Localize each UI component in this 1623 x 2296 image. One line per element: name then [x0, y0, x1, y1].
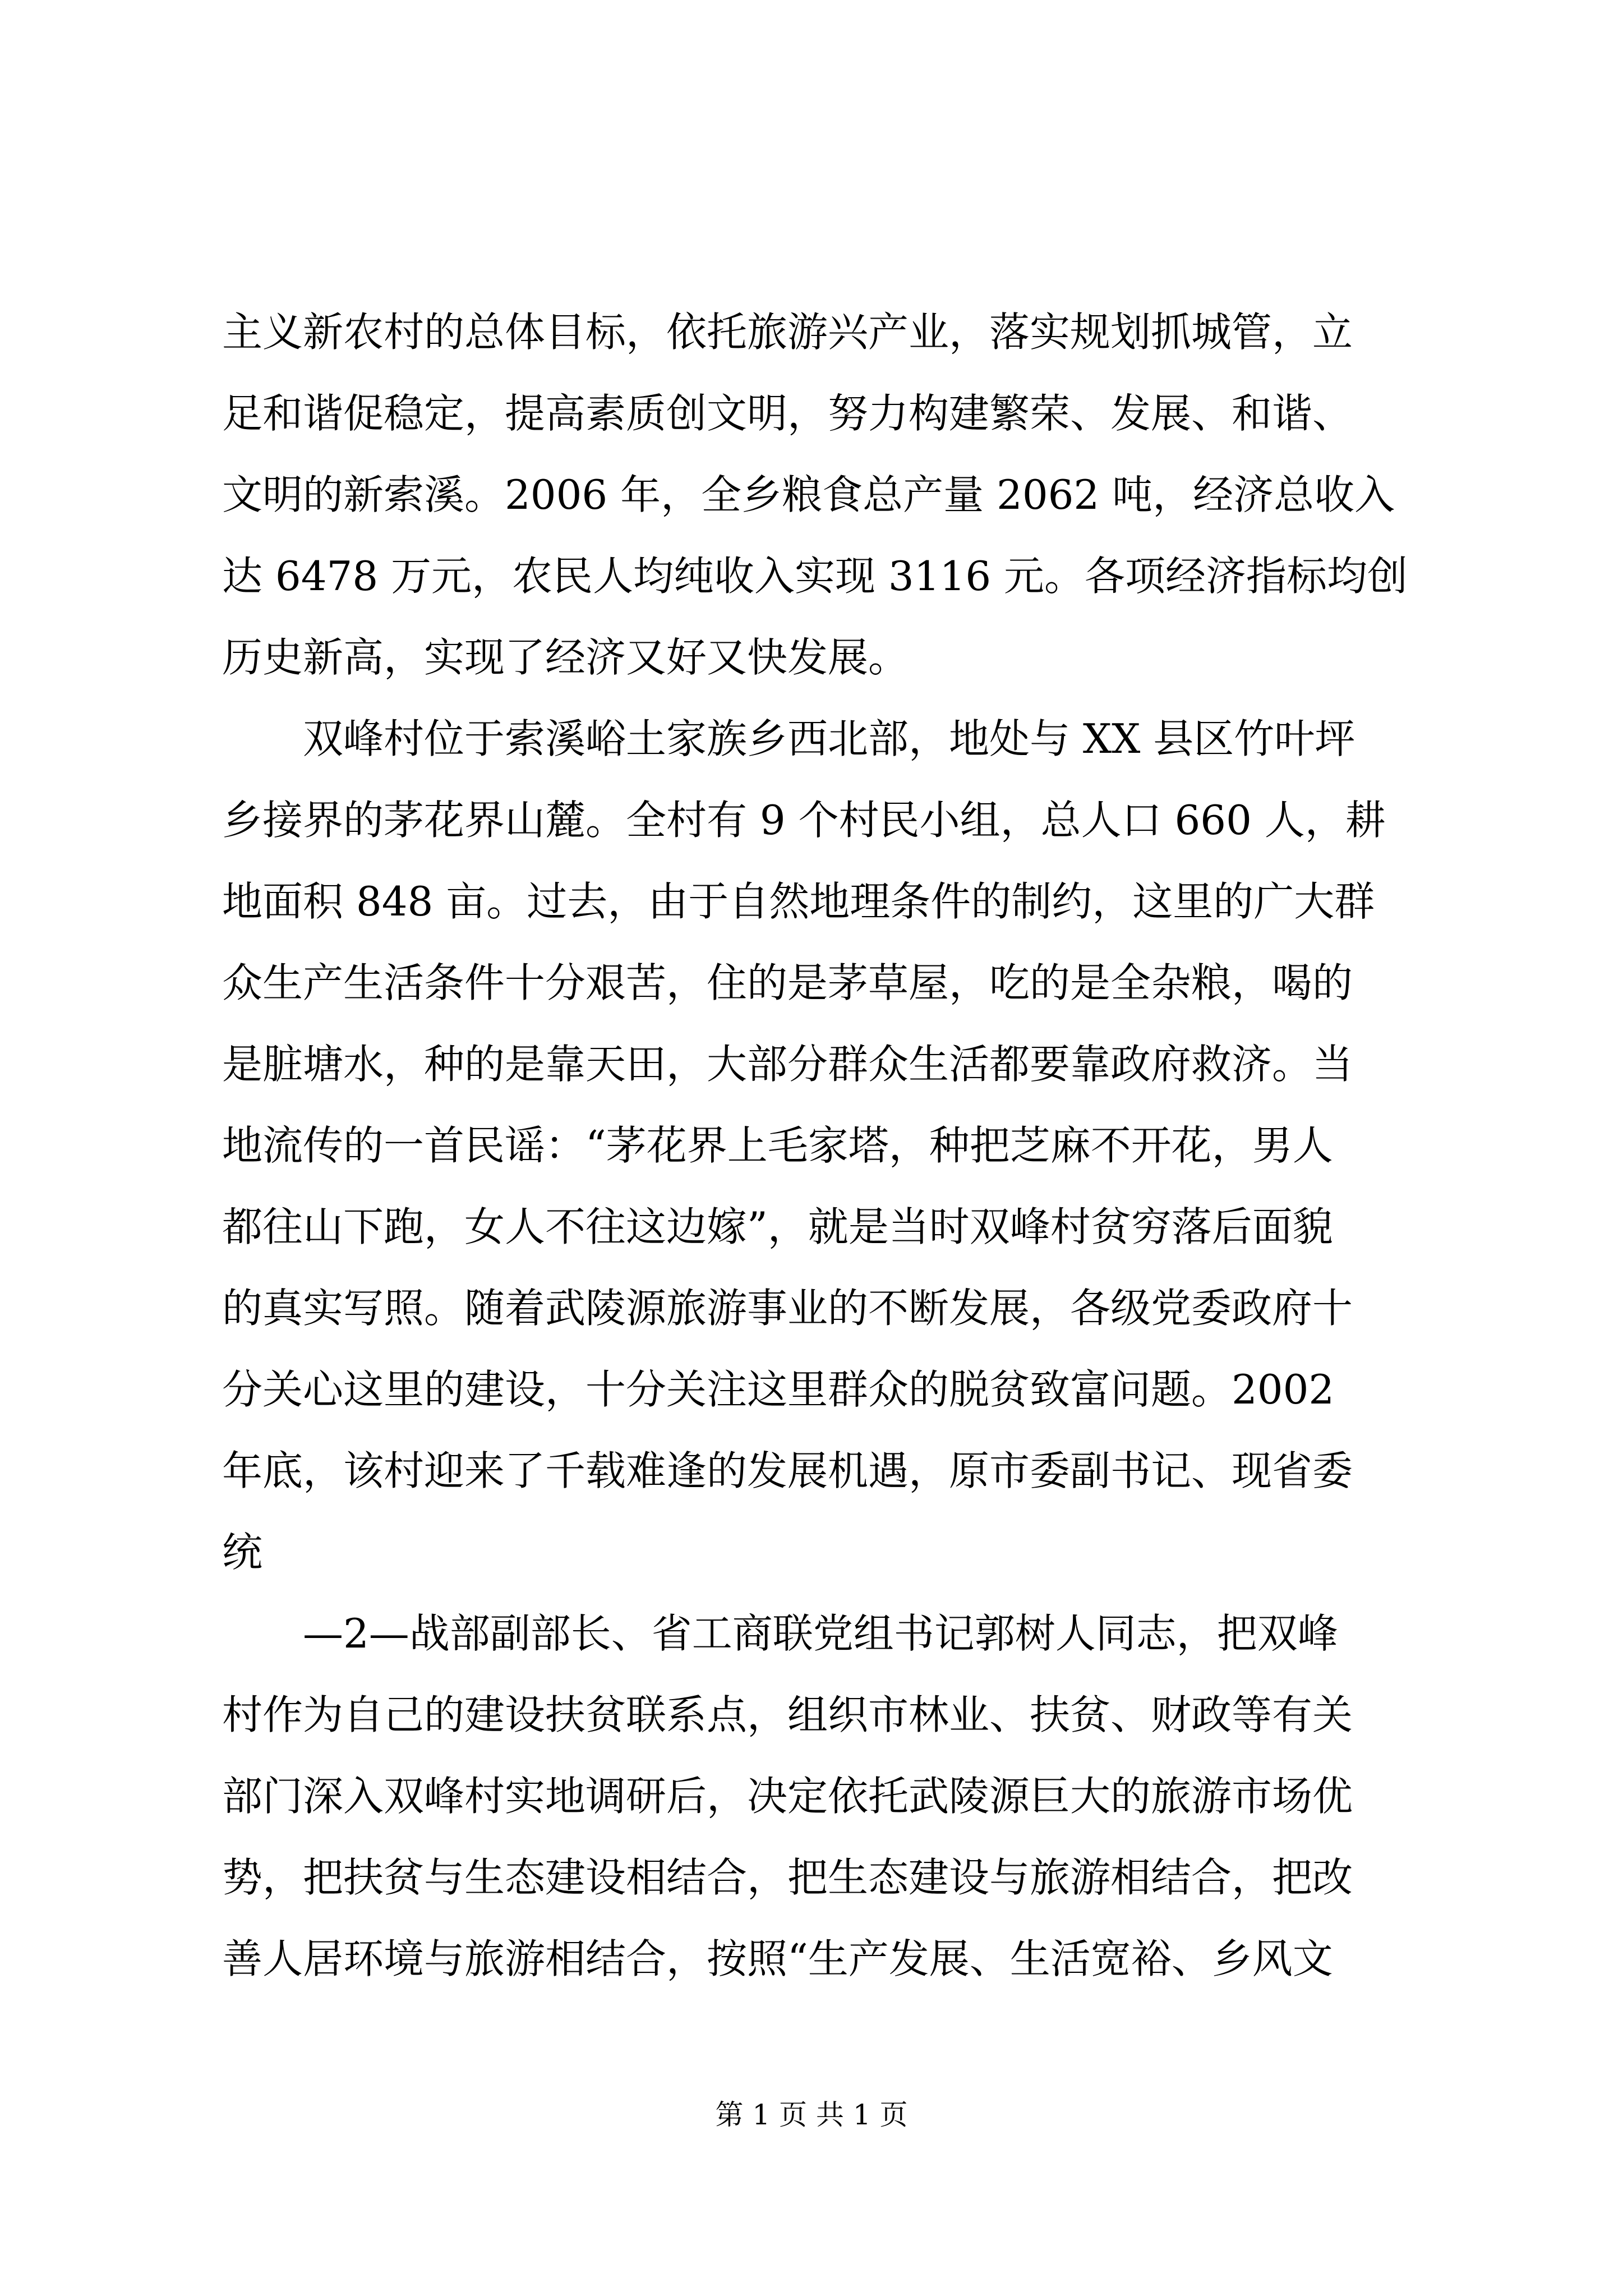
text-line: 足和谐促稳定，提高素质创文明，努力构建繁荣、发展、和谐、	[222, 390, 1353, 437]
text-line: 达 6478 万元，农民人均纯收入实现 3116 元。各项经济指标均创	[222, 553, 1408, 600]
page-footer	[0, 2098, 1623, 2132]
document-body	[222, 292, 1433, 2000]
text-line: 历史新高，实现了经济又好又快发展。	[222, 634, 909, 681]
text-line: 势，把扶贫与生态建设相结合，把生态建设与旅游相结合，把改	[222, 1854, 1353, 1901]
text-line: —2—战部副部长、省工商联党组书记郭树人同志，把双峰	[222, 1610, 1338, 1657]
text-line: 年底，该村迎来了千载难逢的发展机遇，原市委副书记、现省委	[222, 1447, 1353, 1494]
text-line: 的真实写照。随着武陵源旅游事业的不断发展，各级党委政府十	[222, 1285, 1353, 1332]
text-line: 双峰村位于索溪峪土家族乡西北部，地处与 XX 县区竹叶坪	[222, 715, 1355, 762]
text-line: 善人居环境与旅游相结合，按照“生产发展、生活宽裕、乡风文	[222, 1935, 1333, 1982]
text-line: 村作为自己的建设扶贫联系点，组织市林业、扶贫、财政等有关	[222, 1691, 1353, 1738]
text-line: 都往山下跑，女人不往这边嫁”，就是当时双峰村贫穷落后面貌	[222, 1203, 1333, 1250]
text-line: 地流传的一首民谣：“茅花界上毛家塔，种把芝麻不开花，男人	[222, 1122, 1333, 1169]
text-line: 众生产生活条件十分艰苦，住的是茅草屋，吃的是全杂粮，喝的	[222, 959, 1353, 1006]
text-line: 地面积 848 亩。过去，由于自然地理条件的制约，这里的广大群	[222, 878, 1375, 925]
text-line: 主义新农村的总体目标，依托旅游兴产业，落实规划抓城管，立	[222, 309, 1353, 356]
text-line: 统	[222, 1529, 263, 1576]
text-line: 文明的新索溪。2006 年，全乡粮食总产量 2062 吨，经济总收入	[222, 471, 1395, 518]
text-line: 乡接界的茅花界山麓。全村有 9 个村民小组，总人口 660 人，耕	[222, 797, 1386, 844]
text-line: 分关心这里的建设，十分关注这里群众的脱贫致富问题。2002	[222, 1366, 1335, 1413]
page-number-label: 第 1 页 共 1 页	[715, 2099, 908, 2131]
text-line: 是脏塘水，种的是靠天田，大部分群众生活都要靠政府救济。当	[222, 1041, 1353, 1088]
text-line: 部门深入双峰村实地调研后，决定依托武陵源巨大的旅游市场优	[222, 1773, 1353, 1820]
